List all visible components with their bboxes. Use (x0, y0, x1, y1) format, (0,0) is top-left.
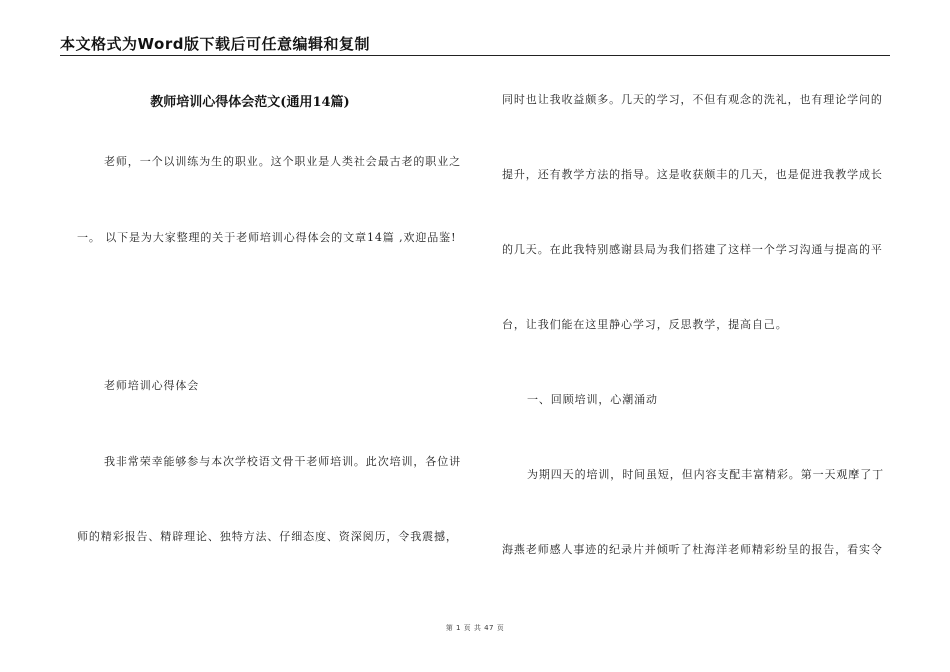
paragraph-line: 为期四天的培训，时间虽短，但内容支配丰富精彩。第一天观摩了丁 (527, 468, 884, 481)
paragraph-line: 同时也让我收益颇多。几天的学习，不但有观念的洗礼，也有理论学问的 (502, 93, 883, 106)
paragraph-line: 师的精彩报告、精辟理论、独特方法、仔细态度、资深阅历，令我震撼， (77, 530, 458, 543)
document-title: 教师培训心得体会范文(通用14篇) (150, 95, 350, 110)
paragraph-line: 我非常荣幸能够参与本次学校语文骨干老师培训。此次培训，各位讲 (104, 455, 461, 468)
paragraph-line: 一。 以下是为大家整理的关于老师培训心得体会的文章14篇 ,欢迎品鉴! (77, 231, 457, 244)
paragraph-line: 的几天。在此我特别感谢县局为我们搭建了这样一个学习沟通与提高的平 (502, 243, 883, 256)
header-rule (60, 55, 890, 56)
section-heading: 老师培训心得体会 (104, 379, 200, 392)
section-heading: 一、回顾培训，心潮涌动 (527, 393, 658, 406)
paragraph-line: 海燕老师感人事迹的纪录片并倾听了杜海洋老师精彩纷呈的报告，看实令 (502, 543, 883, 556)
paragraph-line: 提升，还有教学方法的指导。这是收获颇丰的几天，也是促进我教学成长 (502, 168, 883, 181)
editable-banner: 本文格式为Word版下载后可任意编辑和复制 (60, 35, 370, 53)
page-number: 第 1 页 共 47 页 (445, 624, 505, 632)
paragraph-line: 台，让我们能在这里静心学习，反思教学，提高自己。 (502, 318, 788, 331)
paragraph-line: 老师，一个以训练为生的职业。这个职业是人类社会最古老的职业之 (104, 155, 461, 168)
